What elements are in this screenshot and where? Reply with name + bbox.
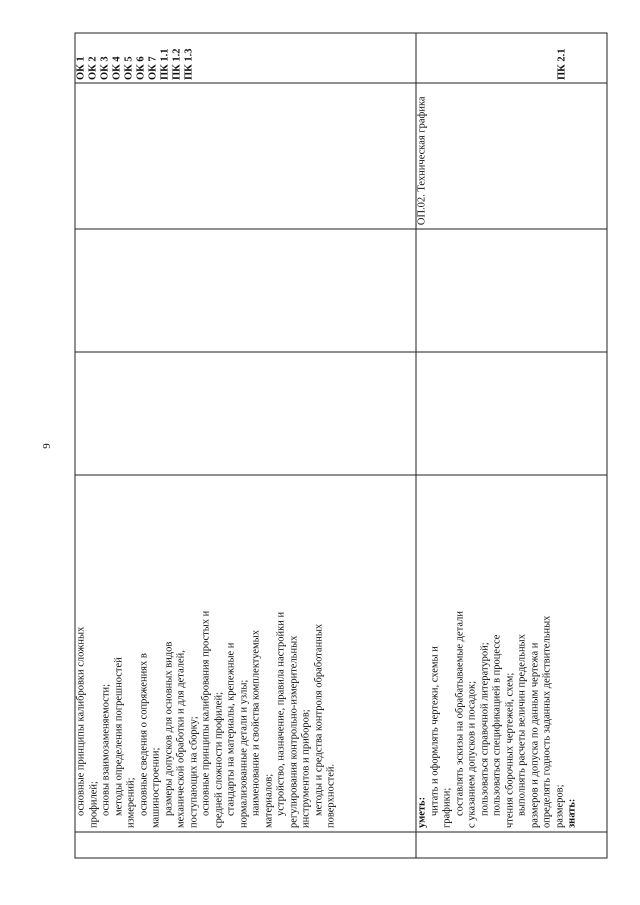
text-line: пользоваться справочной литературой;: [478, 641, 490, 816]
competency-code: ПК 2.1: [556, 47, 567, 80]
knowledge-heading: знать:: [566, 798, 577, 828]
text-line: методы определения погрешностей: [112, 656, 124, 816]
competency-code: ОК 7: [147, 55, 158, 80]
text-line: с указанием допусков и посадок;: [466, 680, 477, 828]
competency-code: ОК 2: [87, 55, 98, 80]
skills-list: [429, 478, 567, 828]
rotated-table-wrapper: [74, 32, 605, 858]
text-line: читать и оформлять чертежи, схемы и: [428, 645, 440, 816]
text-line: основные принципы калибрования простых и: [200, 610, 211, 816]
blank-cell: [75, 228, 416, 351]
text-line: основные принципы калибровки сложных: [75, 626, 86, 816]
text-line: нормализованные детали и узлы;: [237, 679, 249, 828]
competency-code: ОК 3: [99, 55, 110, 80]
skills-cell: [416, 474, 607, 831]
competency-code: ОК 1: [75, 55, 86, 80]
blank-cell: [416, 831, 607, 857]
text-line: размеров;: [553, 783, 565, 828]
text-line: механической обработки и для деталей,: [175, 649, 186, 828]
competency-code: ОК 6: [135, 55, 146, 80]
competency-code: ОК 4: [111, 55, 122, 80]
page-number: 9: [40, 443, 53, 449]
text-line: устройство, назначение, правила настройки и: [275, 611, 286, 816]
text-line: выполнять расчеты величин предельных: [516, 633, 527, 816]
competency-list: [75, 35, 195, 80]
text-line: инструментов и приборов;: [300, 708, 311, 828]
text-line: определять годность заданных действительных: [541, 615, 552, 828]
text-line: поступающих на сборку;: [187, 715, 199, 828]
competency-list: [556, 35, 568, 80]
competencies-cell: [75, 33, 416, 83]
text-line: средней сложности профилей;: [212, 691, 224, 828]
competency-code: ПК 1.2: [171, 47, 182, 80]
text-line: поверхностей.: [325, 763, 336, 828]
table-row: [75, 33, 416, 858]
text-line: основы взаимозаменяемости;: [100, 683, 111, 816]
competency-code: ПК 1.1: [159, 47, 170, 80]
text-line: составлять эскизы на обрабатываемые детали: [453, 610, 465, 816]
table-row: [416, 33, 607, 858]
text-line: основные сведения о сопряжениях в: [137, 652, 149, 816]
text-line: размеров и допуска по данным чертежа и: [528, 642, 540, 828]
text-line: измерений;: [125, 776, 136, 828]
text-line: материалов;: [262, 773, 274, 828]
text-line: пользоваться спецификацией в процессе: [491, 634, 502, 816]
blank-cell: [416, 351, 607, 474]
competencies-cell: [416, 33, 607, 83]
text-line: стандарты на материалы, крепежные и: [225, 642, 236, 816]
text-line: регулирования контрольно-измерительных: [287, 635, 299, 828]
text-line: чтения сборочных чертежей, схем;: [503, 672, 515, 828]
discipline-cell: [75, 82, 416, 228]
knowledge-cell: [75, 474, 416, 831]
rotated-sheet: [74, 32, 605, 858]
text-line: методы и средства контроля обработанных: [312, 623, 324, 816]
knowledge-list: [75, 478, 338, 828]
blank-cell: [75, 351, 416, 474]
blank-cell: [75, 831, 416, 857]
text-line: профилей;: [87, 780, 99, 828]
competency-table: [74, 32, 607, 858]
skills-heading: уметь:: [416, 796, 427, 828]
competency-code: ОК 5: [123, 55, 134, 80]
text-line: наименование и свойства комплектуемых: [250, 629, 261, 816]
text-line: размеры допусков для основных видов: [162, 641, 174, 816]
blank-cell: [416, 228, 607, 351]
discipline-cell: ОП.02. Техническая графика: [416, 82, 607, 228]
text-line: машиностроении;: [150, 747, 161, 828]
text-line: графики;: [441, 787, 452, 828]
competency-code: ПК 1.3: [183, 47, 194, 80]
